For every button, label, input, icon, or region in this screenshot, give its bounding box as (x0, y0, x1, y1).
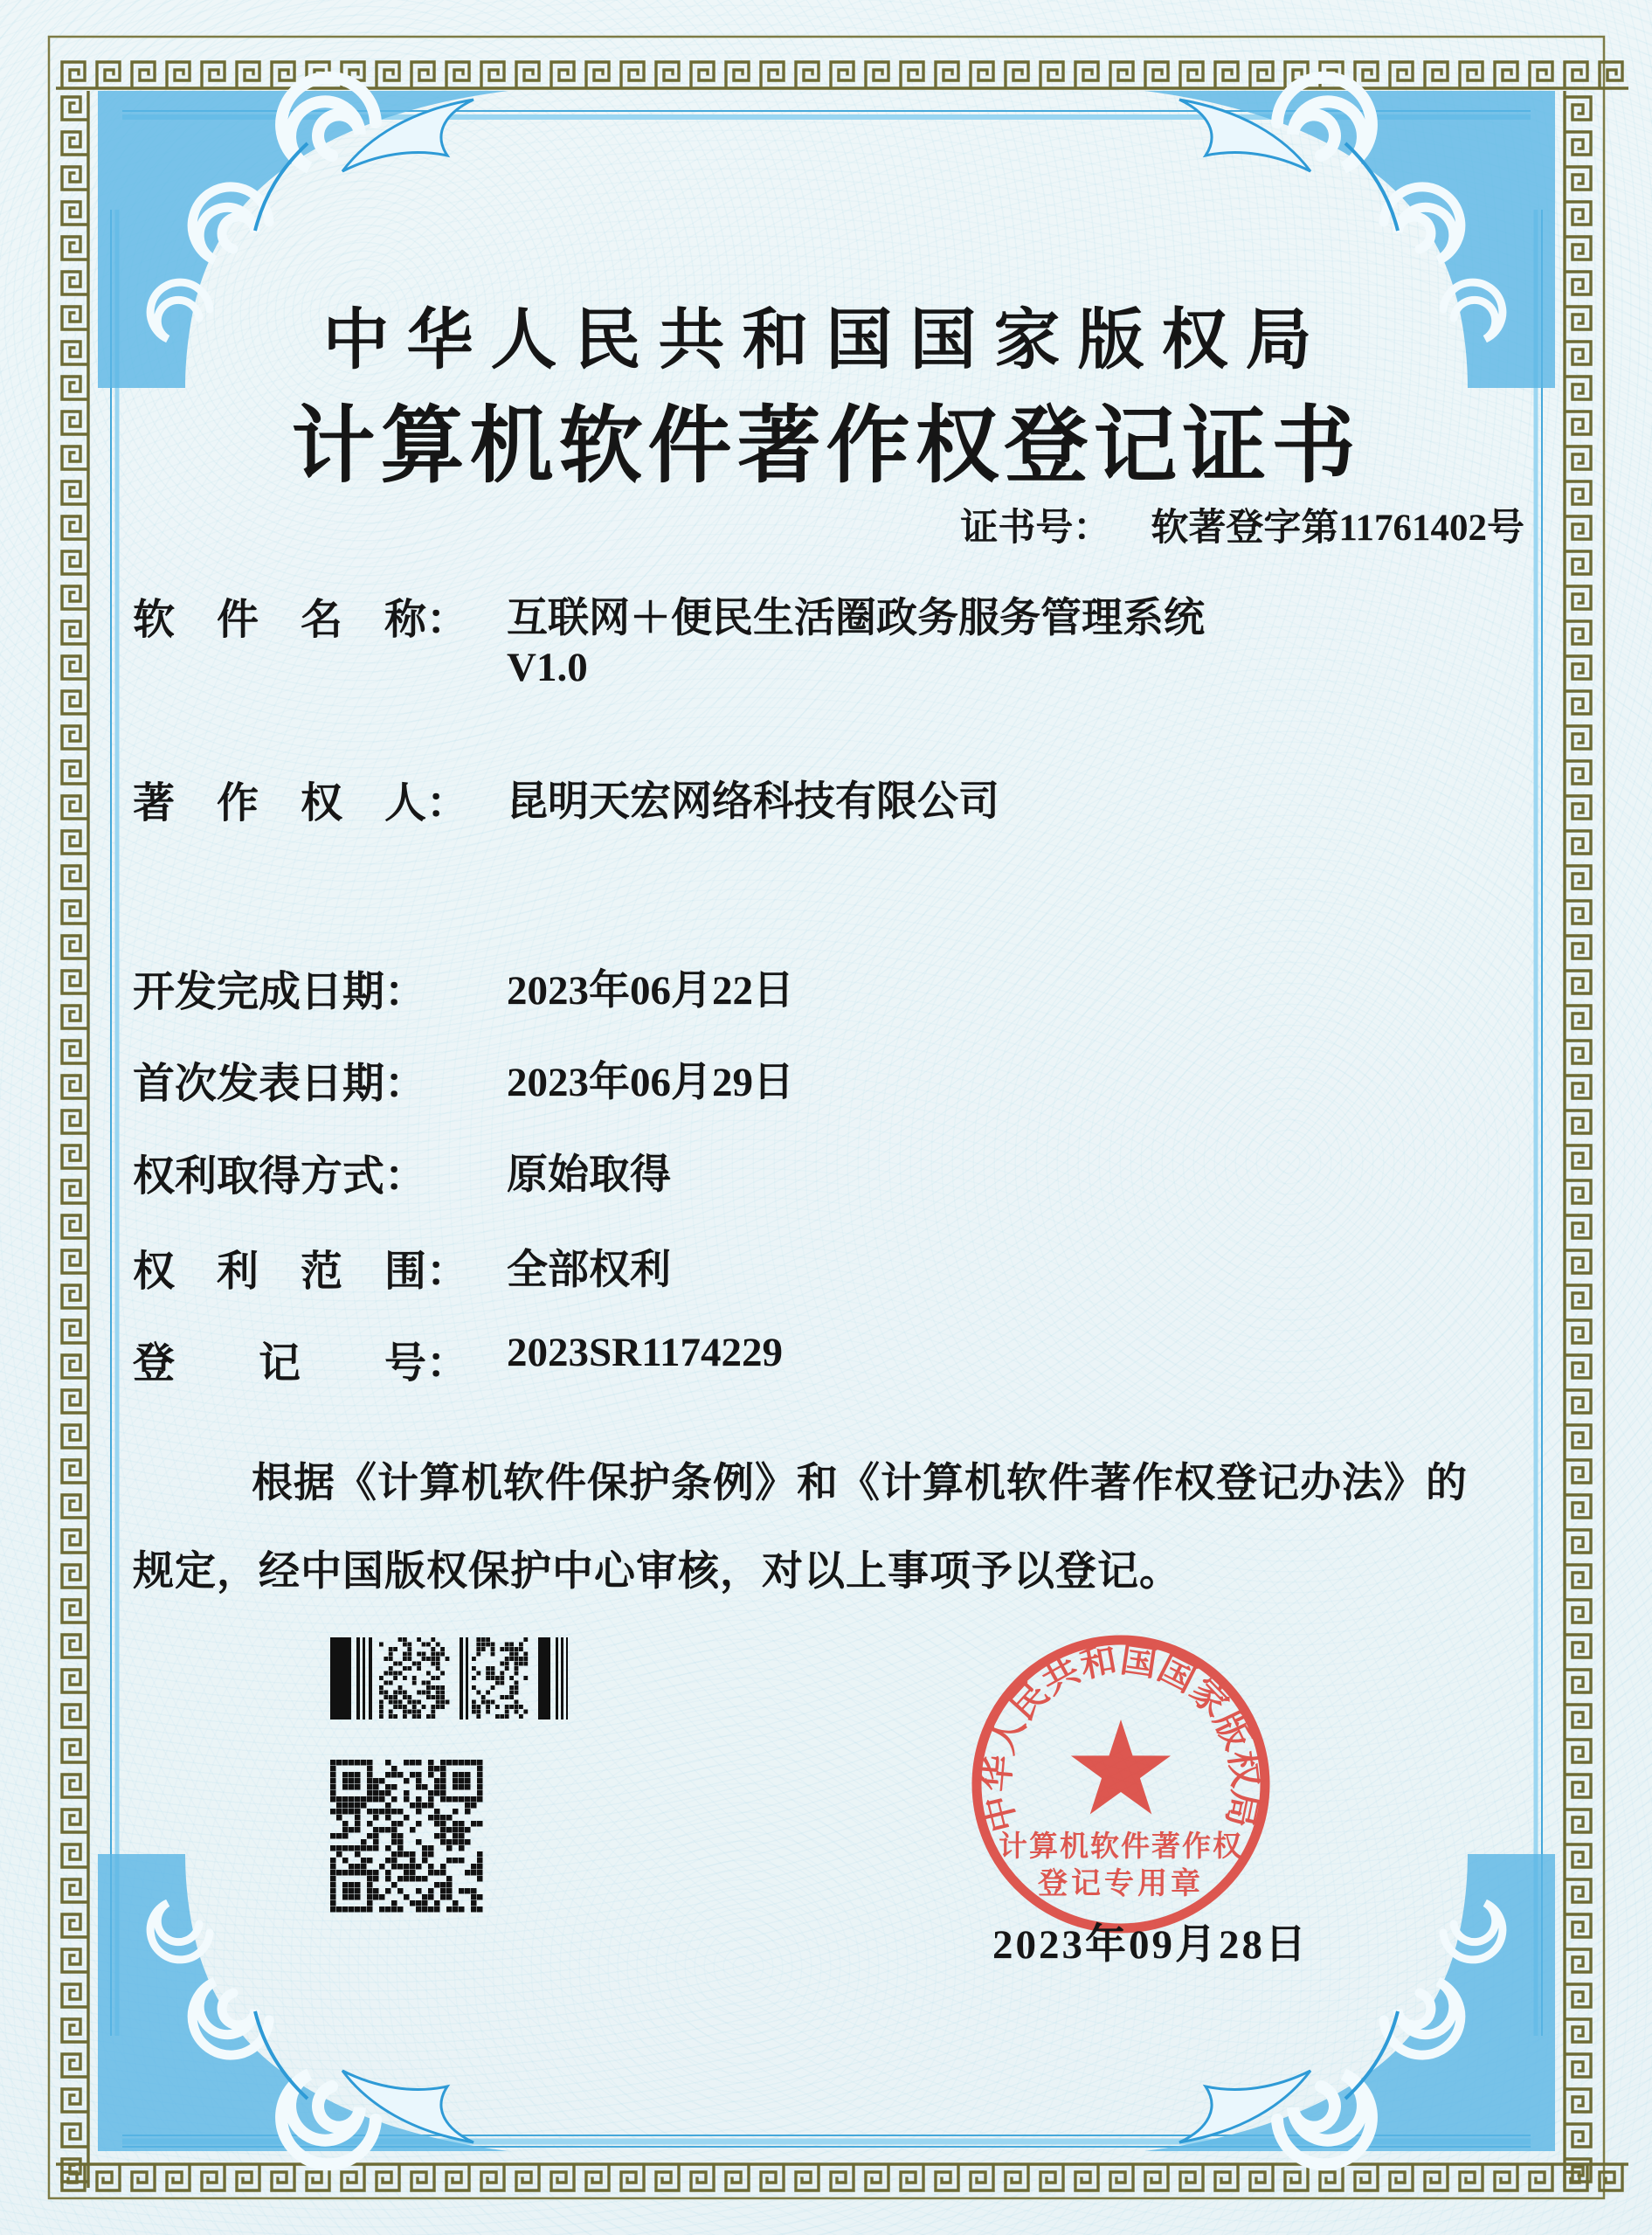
seal-caption-line1: 计算机软件著作权 (999, 1831, 1243, 1863)
field-value-version: V1.0 (507, 645, 588, 690)
issuer-title: 中华人民共和国国家版权局 (322, 304, 1330, 377)
field-row-registration-number (133, 1329, 783, 1387)
field-row-rights-acquisition (133, 1142, 671, 1200)
field-label: 登 记 号： (133, 1340, 469, 1387)
qr-code-image (330, 1760, 484, 1913)
field-value: 昆明天宏网络科技有限公司 (507, 779, 999, 825)
field-row-software-name (133, 585, 1205, 643)
field-label: 著 作 权 人： (133, 780, 469, 827)
statement-line: 根据《计算机软件保护条例》和《计算机软件著作权登记办法》的 (252, 1461, 1468, 1506)
field-value: 互联网＋便民生活圈政务服务管理系统 (507, 596, 1205, 641)
field-value: 2023年06月22日 (507, 968, 794, 1014)
field-row-copyright-owner (133, 769, 999, 827)
field-value: 2023年06月29日 (507, 1060, 794, 1105)
field-label: 开发完成日期： (133, 969, 427, 1015)
issue-date: 2023年09月28日 (992, 1922, 1309, 1968)
field-row-rights-scope (133, 1237, 671, 1295)
field-label: 权 利 范 围： (133, 1249, 469, 1295)
field-label: 首次发表日期： (133, 1061, 427, 1107)
barcode-image (330, 1637, 573, 1723)
certificate-number (960, 498, 1524, 551)
field-label: 权利取得方式： (133, 1153, 427, 1200)
field-value: 2023SR1174229 (507, 1330, 783, 1375)
field-row-first-publish-date (133, 1049, 794, 1107)
certificate-title: 计算机软件著作权登记证书 (291, 399, 1361, 493)
field-row-dev-complete-date (133, 958, 794, 1015)
star-icon (1071, 1719, 1171, 1815)
cert-number-value: 软著登字第11761402号 (1151, 508, 1524, 549)
seal-caption-line2: 登记专用章 (1038, 1868, 1204, 1900)
field-label: 软 件 名 称： (133, 597, 469, 643)
official-seal (955, 1618, 1292, 1955)
statement-line: 规定，经中国版权保护中心审核，对以上事项予以登记。 (133, 1549, 1181, 1595)
field-value: 原始取得 (507, 1152, 671, 1198)
field-value: 全部权利 (507, 1248, 671, 1293)
seal-ring-text: 中华人民共和国国家版权局 (976, 1639, 1266, 1837)
cert-number-label: 证书号： (960, 508, 1111, 549)
